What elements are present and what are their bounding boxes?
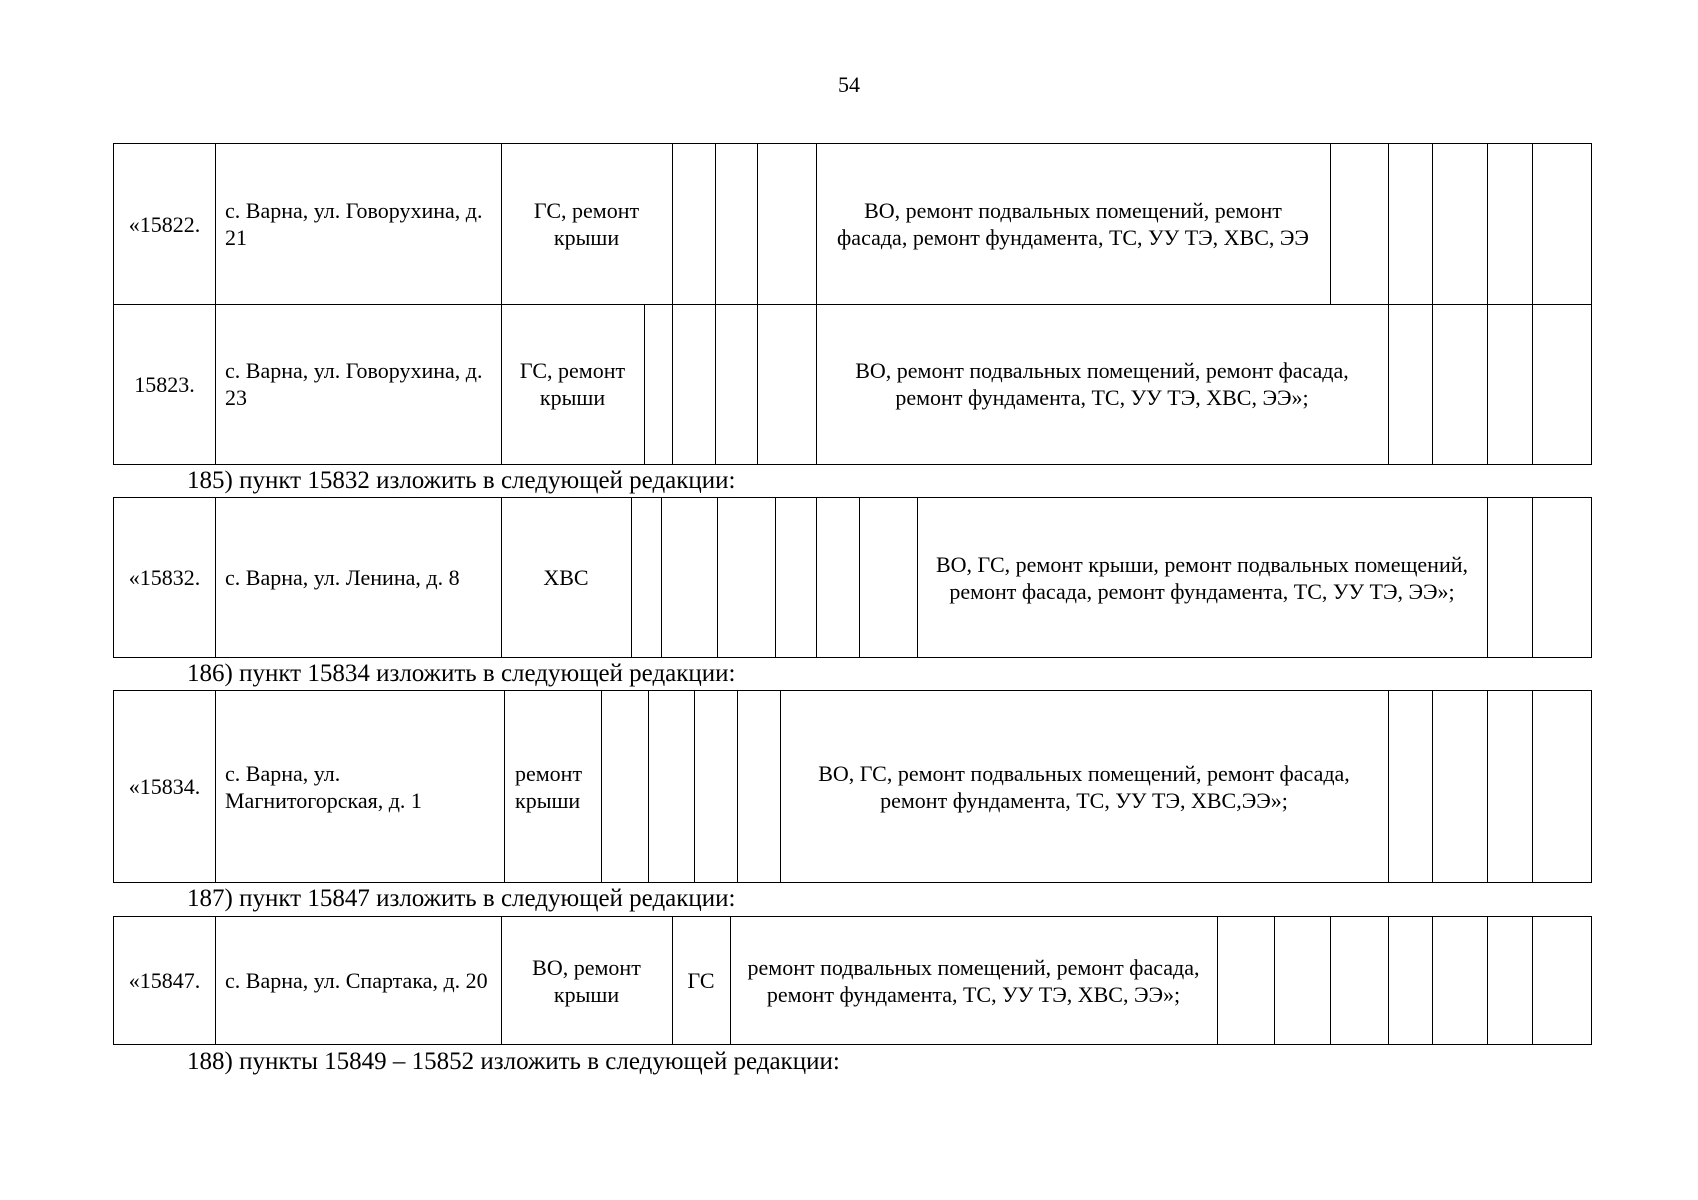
works-cell-1: ХВС bbox=[543, 565, 589, 590]
address-cell: с. Варна, ул. Говорухина, д. 21 bbox=[225, 198, 483, 250]
address-cell: с. Варна, ул. Спартака, д. 20 bbox=[225, 968, 488, 993]
row-number: «15847. bbox=[128, 968, 201, 993]
address-cell: с. Варна, ул. Ленина, д. 8 bbox=[225, 565, 460, 590]
works-cell-gs: ГС bbox=[687, 968, 715, 993]
works-cell-1: ВО, ремонт крыши bbox=[532, 954, 641, 1007]
works-cell-2: ВО, ГС, ремонт подвальных помещений, ремонт фасада, ремонт фундамента, ТС, УУ ТЭ, ХВС,ЭЭ»; bbox=[818, 760, 1350, 813]
row-number: «15822. bbox=[128, 211, 201, 237]
works-cell-2: ВО, ремонт подвальных помещений, ремонт фасада, ремонт фундамента, ТС, УУ ТЭ, ХВС, ЭЭ»; bbox=[855, 358, 1349, 410]
table-15832 bbox=[113, 497, 1592, 658]
table-15847 bbox=[113, 916, 1592, 1045]
works-cell-2: ремонт подвальных помещений, ремонт фасада, ремонт фундамента, ТС, УУ ТЭ, ХВС, ЭЭ»; bbox=[747, 954, 1200, 1007]
works-cell-1: ГС, ремонт крыши bbox=[519, 358, 626, 410]
address-cell: с. Варна, ул. Говорухина, д. 23 bbox=[225, 358, 483, 410]
works-cell-2: ВО, ремонт подвальных помещений, ремонт фасада, ремонт фундамента, ТС, УУ ТЭ, ХВС, ЭЭ bbox=[837, 198, 1309, 250]
table-row bbox=[114, 691, 1591, 882]
instruction-186: 186) пункт 15834 изложить в следующей редакции: bbox=[187, 660, 736, 687]
table-row bbox=[114, 304, 1591, 464]
table-15822-15823 bbox=[113, 143, 1592, 465]
works-cell-2: ВО, ГС, ремонт крыши, ремонт подвальных помещений, ремонт фасада, ремонт фундамента, ТС, УУ ТЭ, ЭЭ»; bbox=[935, 551, 1469, 604]
instruction-185: 185) пункт 15832 изложить в следующей редакции: bbox=[187, 467, 736, 494]
address-cell: с. Варна, ул. Магнитогорская, д. 1 bbox=[225, 760, 422, 813]
table-15834 bbox=[113, 690, 1592, 883]
instruction-187: 187) пункт 15847 изложить в следующей редакции: bbox=[187, 885, 736, 912]
row-number: «15832. bbox=[128, 565, 201, 590]
works-cell-1: ГС, ремонт крыши bbox=[533, 198, 640, 250]
row-number: «15834. bbox=[128, 774, 201, 799]
page-number: 54 bbox=[838, 72, 860, 97]
works-cell-1: ремонт крыши bbox=[515, 760, 583, 813]
row-number: 15823. bbox=[134, 371, 195, 397]
table-row bbox=[114, 917, 1591, 1044]
instruction-188: 188) пункты 15849 – 15852 изложить в следующей редакции: bbox=[187, 1048, 840, 1075]
table-row bbox=[114, 144, 1591, 304]
table-row bbox=[114, 498, 1591, 657]
